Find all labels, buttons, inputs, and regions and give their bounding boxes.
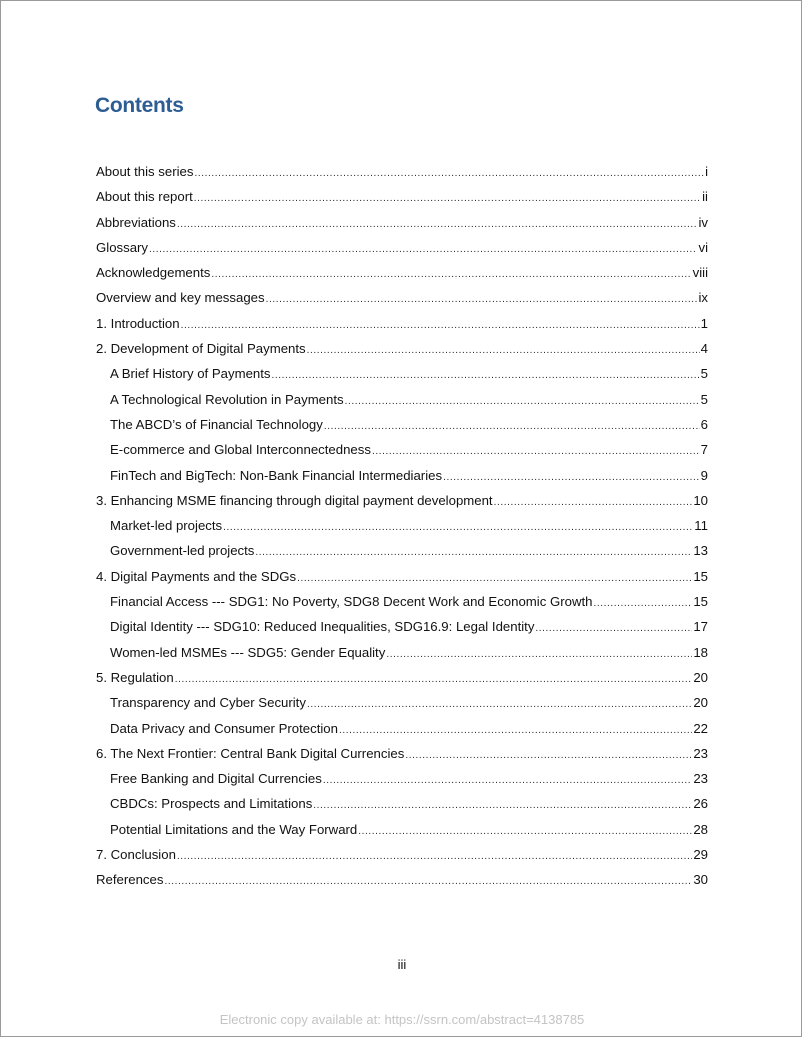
toc-dot-leader: [149, 240, 697, 260]
toc-entry-title: About this report: [96, 189, 193, 205]
page-title: Contents: [95, 94, 184, 117]
toc-subentry[interactable]: [96, 592, 708, 617]
toc-dot-leader: [358, 822, 692, 842]
toc-subentry[interactable]: [96, 466, 708, 491]
toc-entry[interactable]: [96, 213, 708, 238]
toc-entry-page: 30: [693, 872, 708, 888]
toc-entry[interactable]: [96, 567, 708, 592]
toc-entry-page: 18: [693, 644, 708, 660]
toc-entry-page: 10: [693, 492, 708, 508]
toc-entry[interactable]: [96, 162, 708, 187]
toc-dot-leader: [272, 366, 700, 386]
toc-entry-page: 23: [693, 745, 708, 761]
toc-dot-leader: [194, 189, 701, 209]
toc-entry-page: 9: [700, 467, 708, 483]
toc-dot-leader: [494, 493, 693, 513]
toc-entry[interactable]: [96, 238, 708, 263]
toc-dot-leader: [313, 796, 692, 816]
toc-dot-leader: [405, 746, 692, 766]
toc-entry-page: 11: [694, 518, 708, 534]
toc-entry-title: Acknowledgements: [96, 265, 211, 281]
toc-entry-title: 1. Introduction: [96, 315, 180, 331]
toc-entry[interactable]: [96, 491, 708, 516]
toc-entry-page: i: [705, 164, 708, 179]
toc-subentry[interactable]: [96, 643, 708, 668]
toc-entry-page: 5: [700, 366, 708, 382]
toc-dot-leader: [339, 721, 692, 741]
toc-entry-title: Digital Identity --- SDG10: Reduced Inequalities, SDG16.9: Legal Identity: [110, 619, 535, 635]
toc-entry-page: 17: [693, 619, 708, 635]
page-number: iii: [397, 957, 407, 972]
toc-entry-title: 3. Enhancing MSME financing through digital payment development: [96, 492, 493, 508]
toc-dot-leader: [211, 265, 691, 285]
toc-dot-leader: [181, 316, 700, 336]
toc-entry-page: ix: [698, 290, 708, 306]
toc-entry-title: A Brief History of Payments: [110, 366, 271, 382]
toc-entry-page: 7: [700, 442, 708, 458]
toc-dot-leader: [177, 215, 698, 235]
table-of-contents: [96, 162, 708, 896]
toc-entry-title: 7. Conclusion: [96, 847, 176, 863]
toc-dot-leader: [266, 290, 698, 310]
toc-subentry[interactable]: [96, 693, 708, 718]
toc-subentry[interactable]: [96, 390, 708, 415]
toc-entry-page: 5: [700, 391, 708, 407]
toc-entry-title: Free Banking and Digital Currencies: [110, 771, 322, 787]
toc-subentry[interactable]: [96, 719, 708, 744]
toc-subentry[interactable]: [96, 415, 708, 440]
toc-entry-title: Market-led projects: [110, 518, 223, 534]
toc-dot-leader: [297, 569, 692, 589]
toc-subentry[interactable]: [96, 541, 708, 566]
toc-entry-title: References: [96, 872, 164, 888]
toc-entry-title: Government-led projects: [110, 543, 255, 559]
toc-dot-leader: [175, 670, 693, 690]
toc-entry-page: vi: [698, 239, 708, 255]
toc-subentry[interactable]: [96, 440, 708, 465]
toc-entry-page: 13: [693, 543, 708, 559]
toc-entry-title: Abbreviations: [96, 214, 176, 230]
toc-entry-title: About this series: [96, 164, 194, 179]
toc-entry-page: 22: [693, 720, 708, 736]
toc-dot-leader: [255, 543, 692, 563]
toc-subentry[interactable]: [96, 516, 708, 541]
toc-entry-title: Financial Access --- SDG1: No Poverty, SDG8 Decent Work and Economic Growth: [110, 594, 593, 610]
toc-dot-leader: [307, 695, 692, 715]
toc-entry[interactable]: [96, 668, 708, 693]
toc-subentry[interactable]: [96, 794, 708, 819]
toc-subentry[interactable]: [96, 769, 708, 794]
toc-entry-title: CBDCs: Prospects and Limitations: [110, 796, 313, 812]
toc-entry[interactable]: [96, 288, 708, 313]
toc-entry-page: 4: [700, 341, 708, 357]
toc-entry-title: Women-led MSMEs --- SDG5: Gender Equality: [110, 644, 386, 660]
toc-entry-page: ii: [702, 189, 708, 205]
toc-dot-leader: [386, 645, 692, 665]
toc-entry-title: 2. Development of Digital Payments: [96, 341, 306, 357]
toc-dot-leader: [594, 594, 693, 614]
toc-entry[interactable]: [96, 187, 708, 212]
toc-subentry[interactable]: [96, 820, 708, 845]
toc-dot-leader: [323, 771, 692, 791]
toc-dot-leader: [345, 392, 700, 412]
toc-entry[interactable]: [96, 870, 708, 895]
toc-dot-leader: [372, 442, 700, 462]
toc-entry-title: Overview and key messages: [96, 290, 265, 306]
toc-dot-leader: [177, 847, 692, 867]
toc-entry[interactable]: [96, 314, 708, 339]
toc-dot-leader: [324, 417, 700, 437]
toc-dot-leader: [223, 518, 693, 538]
toc-entry[interactable]: [96, 263, 708, 288]
toc-entry-title: Glossary: [96, 239, 149, 255]
toc-entry-page: 6: [700, 416, 708, 432]
toc-entry-title: A Technological Revolution in Payments: [110, 391, 344, 407]
toc-entry[interactable]: [96, 339, 708, 364]
toc-entry[interactable]: [96, 845, 708, 870]
toc-entry-title: The ABCD’s of Financial Technology: [110, 416, 323, 432]
toc-entry[interactable]: [96, 744, 708, 769]
toc-entry-title: FinTech and BigTech: Non-Bank Financial Intermediaries: [110, 467, 443, 483]
toc-entry-page: iv: [698, 214, 708, 230]
toc-entry-title: 5. Regulation: [96, 669, 174, 685]
toc-entry-title: 6. The Next Frontier: Central Bank Digital Currencies: [96, 745, 405, 761]
toc-subentry[interactable]: [96, 364, 708, 389]
toc-dot-leader: [195, 164, 705, 184]
toc-entry-page: 28: [693, 821, 708, 837]
toc-entry-page: viii: [692, 265, 708, 281]
toc-entry-page: 29: [693, 847, 708, 863]
toc-entry-page: 20: [693, 669, 708, 685]
toc-entry-page: 15: [693, 594, 708, 610]
toc-entry-title: Transparency and Cyber Security: [110, 695, 306, 711]
ssrn-footer-note: Electronic copy available at: https://ssrn.com/abstract=4138785: [219, 1012, 585, 1027]
toc-entry-page: 26: [693, 796, 708, 812]
toc-dot-leader: [535, 619, 692, 639]
toc-entry-page: 15: [693, 568, 708, 584]
toc-entry-page: 23: [693, 771, 708, 787]
toc-entry-title: Data Privacy and Consumer Protection: [110, 720, 338, 736]
toc-entry-page: 1: [700, 315, 708, 331]
toc-subentry[interactable]: [96, 617, 708, 642]
toc-entry-page: 20: [693, 695, 708, 711]
toc-dot-leader: [307, 341, 700, 361]
toc-dot-leader: [164, 872, 692, 892]
toc-dot-leader: [443, 468, 700, 488]
toc-entry-title: Potential Limitations and the Way Forward: [110, 821, 358, 837]
toc-entry-title: E-commerce and Global Interconnectedness: [110, 442, 371, 458]
toc-entry-title: 4. Digital Payments and the SDGs: [96, 568, 297, 584]
